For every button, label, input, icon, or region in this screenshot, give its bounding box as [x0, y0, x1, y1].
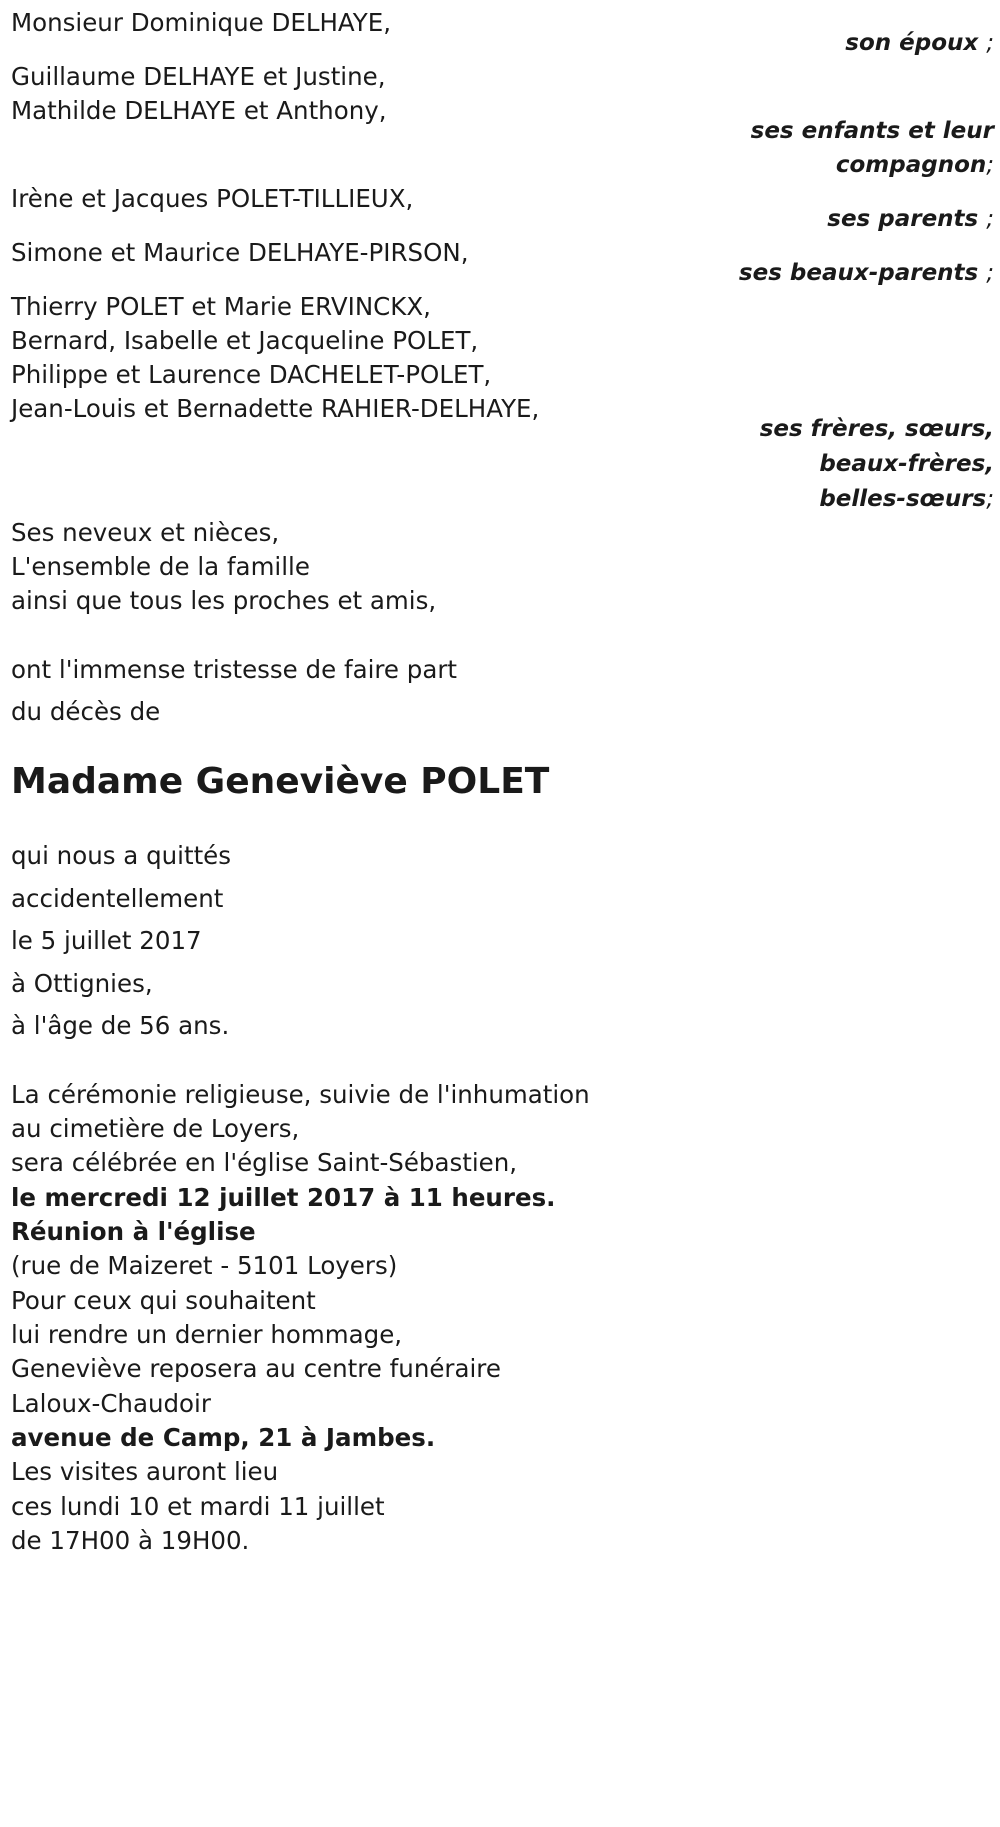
- deceased-name: Madame Geneviève POLET: [11, 761, 550, 802]
- siblings-role-2: beaux-frères,: [819, 451, 994, 477]
- siblings-role-3: [819, 484, 994, 514]
- semicolon: ;: [986, 30, 994, 56]
- parents-role: [827, 204, 994, 234]
- semicolon: ;: [986, 152, 994, 178]
- sibling-line-2: Bernard, Isabelle et Jacqueline POLET,: [11, 326, 479, 355]
- inlaws-role-text: ses beaux-parents: [738, 260, 979, 286]
- announcement-line-1: ont l'immense tristesse de faire part: [11, 655, 458, 684]
- semicolon: ;: [986, 486, 994, 512]
- spouse-name: Monsieur Dominique DELHAYE,: [11, 8, 392, 37]
- ceremony-line-9: Geneviève reposera au centre funéraire: [11, 1354, 501, 1383]
- visits-hours: de 17H00 à 19H00.: [11, 1526, 250, 1555]
- nephews-line: Ses neveux et nièces,: [11, 518, 280, 547]
- funeral-home-name: Laloux-Chaudoir: [11, 1389, 211, 1418]
- children-role-2-text: compagnon: [835, 152, 987, 178]
- death-detail-3: le 5 juillet 2017: [11, 926, 202, 955]
- ceremony-line-8: lui rendre un dernier hommage,: [11, 1320, 403, 1349]
- ceremony-address: (rue de Maizeret - 5101 Loyers): [11, 1251, 398, 1280]
- spouse-role: [845, 28, 994, 58]
- friends-line: ainsi que tous les proches et amis,: [11, 586, 437, 615]
- semicolon: ;: [986, 260, 994, 286]
- sibling-line-1: Thierry POLET et Marie ERVINCKX,: [11, 292, 431, 321]
- death-detail-5: à l'âge de 56 ans.: [11, 1011, 230, 1040]
- ceremony-meeting: Réunion à l'église: [11, 1217, 256, 1246]
- ceremony-line-2: au cimetière de Loyers,: [11, 1114, 300, 1143]
- ceremony-line-7: Pour ceux qui souhaitent: [11, 1286, 316, 1315]
- ceremony-line-3: sera célébrée en l'église Saint-Sébastien,: [11, 1148, 518, 1177]
- inlaws-role: [739, 258, 994, 288]
- sibling-line-3: Philippe et Laurence DACHELET-POLET,: [11, 360, 492, 389]
- death-detail-4: à Ottignies,: [11, 969, 153, 998]
- announcement-line-2: du décès de: [11, 697, 161, 726]
- child-line-2: Mathilde DELHAYE et Anthony,: [11, 96, 387, 125]
- children-role-1: ses enfants et leur: [750, 118, 994, 144]
- siblings-role-1: ses frères, sœurs,: [759, 416, 994, 442]
- death-detail-2: accidentellement: [11, 884, 224, 913]
- parents-role-text: ses parents: [827, 206, 979, 232]
- family-line: L'ensemble de la famille: [11, 552, 310, 581]
- parents-name: Irène et Jacques POLET-TILLIEUX,: [11, 184, 414, 213]
- visits-line-2: ces lundi 10 et mardi 11 juillet: [11, 1492, 385, 1521]
- siblings-role-3-text: belles-sœurs: [819, 486, 987, 512]
- funeral-home-address: avenue de Camp, 21 à Jambes.: [11, 1423, 436, 1452]
- visits-line-1: Les visites auront lieu: [11, 1457, 279, 1486]
- sibling-line-4: Jean-Louis et Bernadette RAHIER-DELHAYE,: [11, 394, 540, 423]
- ceremony-date: le mercredi 12 juillet 2017 à 11 heures.: [11, 1183, 556, 1212]
- child-line-1: Guillaume DELHAYE et Justine,: [11, 62, 386, 91]
- death-detail-1: qui nous a quittés: [11, 841, 232, 870]
- inlaws-name: Simone et Maurice DELHAYE-PIRSON,: [11, 238, 469, 267]
- children-role-2: [836, 150, 994, 180]
- semicolon: ;: [986, 206, 994, 232]
- spouse-role-text: son époux: [845, 30, 979, 56]
- ceremony-line-1: La cérémonie religieuse, suivie de l'inhumation: [11, 1080, 590, 1109]
